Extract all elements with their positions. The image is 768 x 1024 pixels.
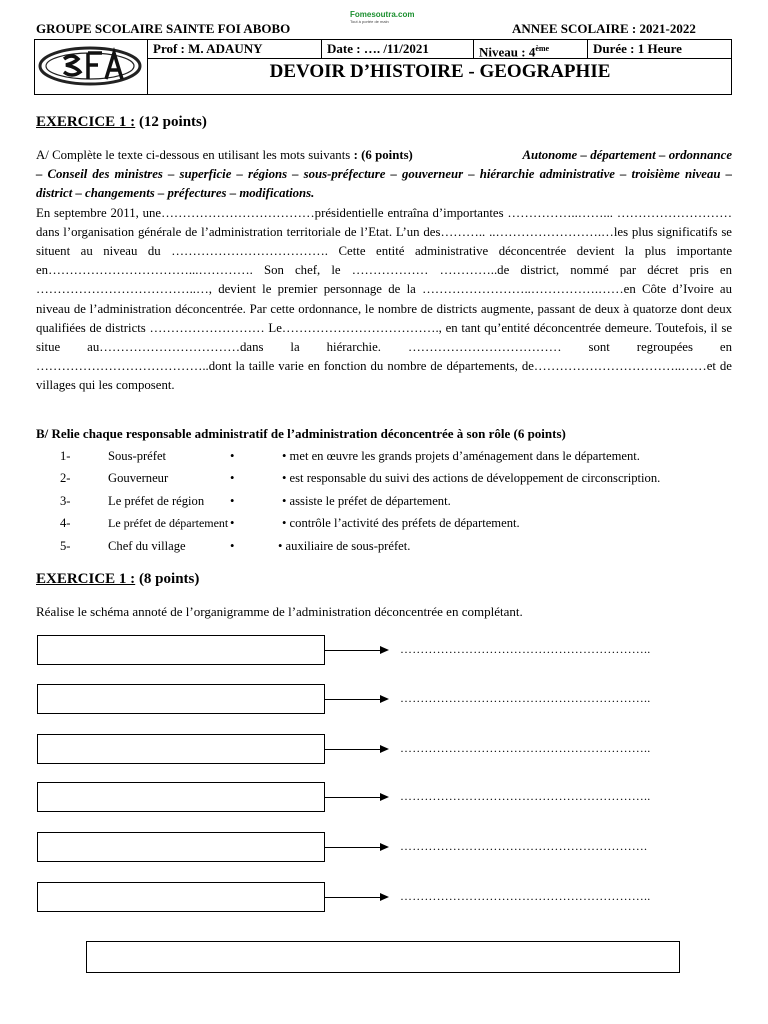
matching-row (60, 491, 740, 511)
school-logo-icon (34, 39, 146, 93)
matching-number: 1- (60, 449, 71, 463)
answer-line[interactable]: …………………………………………………….. (400, 741, 651, 755)
arrow-right-icon (380, 793, 389, 801)
matching-term[interactable]: Le préfet de région (108, 494, 205, 508)
exercise1-text (36, 146, 732, 396)
matching-term[interactable]: Le préfet de département (108, 516, 229, 530)
organigram-box[interactable] (37, 734, 325, 764)
partA-points: : (6 points) (353, 148, 413, 162)
matching-role[interactable]: • est responsable du suivi des actions de développement de circonscription. (282, 471, 661, 485)
exercise2-heading-label: EXERCICE 1 : (36, 571, 136, 587)
arrow-right-icon (380, 745, 389, 753)
matching-number: 3- (60, 494, 71, 508)
matching-role[interactable]: • assiste le préfet de département. (282, 494, 451, 508)
arrow-line (325, 650, 381, 651)
niveau-sup: ème (535, 44, 550, 53)
brand-name: Fomesoutra.com (350, 10, 415, 19)
niveau-label: Niveau : 4 (479, 44, 536, 60)
organigram-box[interactable] (37, 882, 325, 912)
school-year: ANNEE SCOLAIRE : 2021-2022 (512, 21, 696, 36)
arrow-line (325, 749, 381, 750)
matching-term[interactable]: Gouverneur (108, 471, 169, 485)
arrow-line (325, 797, 381, 798)
partA-intro: A/ Complète le texte ci-dessous en utilisant les mots suivants (36, 148, 354, 162)
matching-role[interactable]: • met en œuvre les grands projets d’aménagement dans le département. (282, 449, 640, 463)
arrow-line (325, 897, 381, 898)
word-bank: Autonome – département – ordonnance – Conseil des ministres – superficie – régions – sous-préfecture – gouverneur – hiérarchie administrative – troisième niveau – district – changements – préfectures – modifications. (36, 148, 733, 201)
matching-dot-left[interactable]: • (230, 516, 235, 530)
matching-term[interactable]: Chef du village (108, 539, 186, 553)
matching-row (60, 468, 740, 488)
arrow-line (325, 847, 381, 848)
brand-tagline: Tout à portée de main (350, 19, 389, 24)
matching-row (60, 446, 740, 466)
arrow-right-icon (380, 646, 389, 654)
exercise1-heading (36, 114, 207, 131)
organigram-box[interactable] (37, 832, 325, 862)
date-cell: Date : …. /11/2021 (322, 39, 474, 58)
matching-dot-left[interactable]: • (230, 471, 235, 485)
school-name: GROUPE SCOLAIRE SAINTE FOI ABOBO (36, 21, 291, 36)
answer-line[interactable]: …………………………………………………….. (400, 789, 651, 803)
info-row (148, 39, 732, 59)
matching-row (60, 513, 740, 533)
answer-line[interactable]: …………………………………………………….. (400, 889, 651, 903)
duree-cell: Durée : 1 Heure (593, 41, 682, 56)
organigram-title-box[interactable] (86, 941, 680, 973)
matching-dot-left[interactable]: • (230, 449, 235, 463)
partB-title: B/ Relie chaque responsable administratif de l’administration déconcentrée à son rôle (6 points) (36, 426, 566, 441)
matching-number: 2- (60, 471, 71, 485)
organigram-box[interactable] (37, 684, 325, 714)
organigram-box[interactable] (37, 635, 325, 665)
brand-logo (350, 10, 414, 24)
matching-dot-left[interactable]: • (230, 539, 235, 553)
arrow-line (325, 699, 381, 700)
exercise1-heading-label: EXERCICE 1 : (36, 114, 136, 130)
arrow-right-icon (380, 695, 389, 703)
answer-line[interactable]: …………………………………………………….. (400, 642, 651, 656)
cloze-text: En septembre 2011, une………………………………présidentielle entraîna d’importantes ……………..……... ……………………… dans l’organisation générale de l’administration territoriale de l’Etat. L’un des……….. ..…………………….…les plus significatifs se situent au niveau du ………………………………. Cette entité administrative déconcentrée devient la plus importante en……………………………...…………. Son chef, le ……………… …………..de district, nommé par décret pris en ………………………………..…, devient le premier personnage de la ……………………..…………….……en Côte d’Ivoire au niveau de l’administration déconcentrée. Par cette ordonnance, le nombre de districts augmente, passant de deux à quatorze dont deux qualifiées de districts ……………………… Le………………………………., en tant qu’entité déconcentrée demeure. Toutefois, il se situe au……………………………dans la hiérarchie. ……………………………… sont regroupées en …………………………………..dont la taille varie en fonction du nombre de départements, de……………………………..……et de villages qui les composent. (36, 205, 732, 393)
arrow-right-icon (380, 843, 389, 851)
matching-dot-left[interactable]: • (230, 494, 235, 508)
matching-term[interactable]: Sous-préfet (108, 449, 167, 463)
exercise2-heading-points: (8 points) (135, 571, 200, 587)
matching-number: 4- (60, 516, 71, 530)
exercise2-instruction: Réalise le schéma annoté de l’organigramme de l’administration déconcentrée en complétant. (36, 604, 523, 619)
arrow-right-icon (380, 893, 389, 901)
page-title: DEVOIR D’HISTOIRE - GEOGRAPHIE (269, 61, 611, 82)
matching-row (60, 536, 740, 556)
answer-line[interactable]: …………………………………………………….. (400, 691, 651, 705)
exercise1-heading-points: (12 points) (135, 114, 207, 130)
logo-cell (34, 39, 148, 95)
exercise2-heading (36, 571, 199, 588)
answer-line[interactable]: ……………………………………………………. (400, 839, 648, 853)
niveau-cell (474, 39, 588, 58)
organigram-box[interactable] (37, 782, 325, 812)
matching-number: 5- (60, 539, 71, 553)
matching-role[interactable]: • auxiliaire de sous-préfet. (278, 539, 411, 553)
prof-cell: Prof : M. ADAUNY (148, 39, 322, 58)
matching-role[interactable]: • contrôle l’activité des préfets de département. (282, 516, 520, 530)
